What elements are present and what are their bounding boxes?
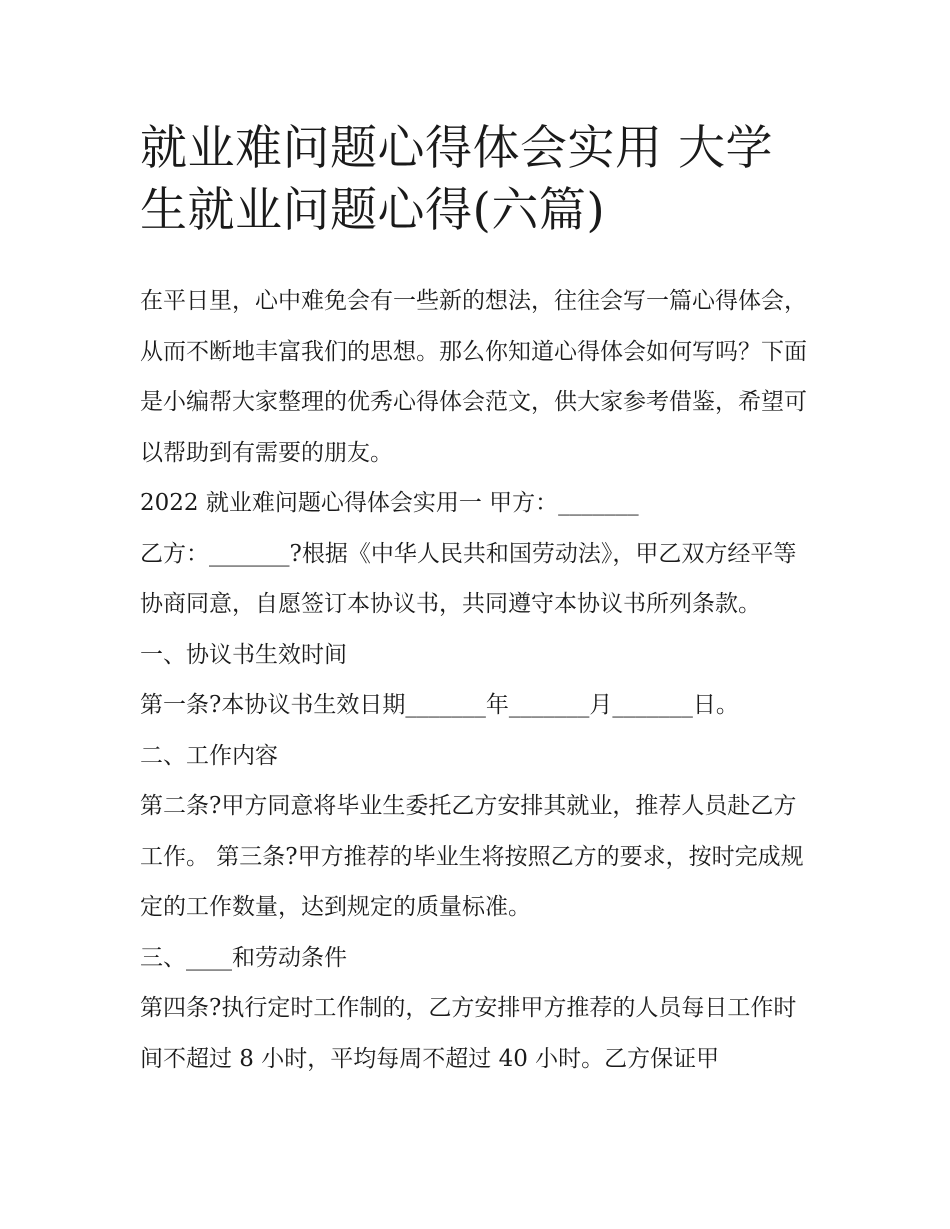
paragraph-article-1: 第一条?本协议书生效日期_______年_______月_______日。 [140,692,739,718]
paragraph-party-a: 2022 就业难问题心得体会实用一 甲方：_______ [140,490,639,516]
document-body [140,276,812,1084]
paragraph-article-4: 第四条?执行定时工作制的，乙方安排甲方推荐的人员每日工作时间不超过 8 小时，平均每周不超过 40 小时。乙方保证甲 [140,995,797,1072]
paragraph-party-b: 乙方：_______?根据《中华人民共和国劳动法》，甲乙双方经平等协商同意，自愿签订本协议书，共同遵守本协议书所列条款。 一、协议书生效时间 [140,540,797,668]
document-title: 就业难问题心得体会实用 大学生就业问题心得(六篇) [140,121,773,238]
paragraph-article-2-3: 第二条?甲方同意将毕业生委托乙方安排其就业，推荐人员赴乙方工作。 第三条?甲方推荐的毕业生将按照乙方的要求，按时完成规定的工作数量，达到规定的质量标准。 [140,793,804,920]
section-heading-labor-conditions: 三、____和劳动条件 [140,944,347,971]
section-heading-work-content: 二、工作内容 [140,742,278,769]
paragraph-intro: 在平日里，心中难免会有一些新的想法，往往会写一篇心得体会，从而不断地丰富我们的思想。那么你知道心得体会如何写吗？下面是小编帮大家整理的优秀心得体会范文，供大家参考借鉴，希望可以帮助到有需要的朋友。 [140,288,807,466]
